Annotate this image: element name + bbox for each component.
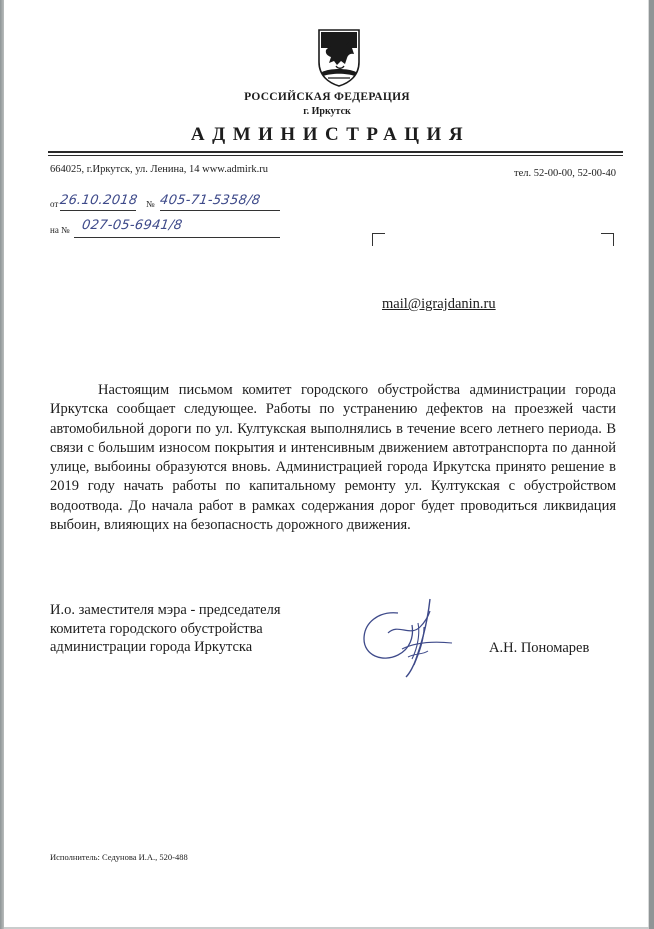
- addressee-email[interactable]: mail@igrajdanin.ru: [382, 296, 496, 312]
- from-date-line: [60, 210, 136, 211]
- number-line: [160, 210, 280, 211]
- country-heading: РОССИЙСКАЯ ФЕДЕРАЦИЯ: [244, 91, 410, 103]
- from-date: 26.10.2018: [58, 193, 139, 208]
- letter-body: Настоящим письмом комитет городского обустройства администрации города Иркутска сообщает следующее. Работы по устранению дефектов на проезжей части автомобильной дороги по ул. Култукская выполнялись в течение всего летнего периода. В связи с большим износом покрытия и интенсивным движением автотранспорта по данной улице, выбоины образуются вновь. Администрацией города Иркутска принято решение в 2019 году начать работы по капитальному ремонту ул. Култукская с обустройством водоотвода. До начала работ в рамках содержания дорог будет проводиться ликвидация выбоин, влияющих на безопасность дорожного движения.: [50, 382, 616, 534]
- reply-label: на №: [50, 225, 70, 235]
- signatory-title-line: администрации города Иркутска: [50, 639, 253, 655]
- addressee-corner-right: [601, 233, 614, 246]
- organization-address: 664025, г.Иркутск, ул. Ленина, 14 www.admirk.ru: [50, 164, 268, 175]
- reply-reference: [50, 225, 70, 235]
- handwritten-signature: [358, 593, 458, 681]
- number-label-wrap: [146, 199, 155, 209]
- from-label: от: [50, 199, 59, 209]
- header-divider-thin: [48, 155, 623, 156]
- signatory-title-line: И.о. заместителя мэра - председателя: [50, 602, 281, 618]
- city-heading: г. Иркутск: [303, 106, 351, 117]
- signatory-title-line: комитета городского обустройства: [50, 620, 263, 637]
- number-label: №: [146, 199, 155, 209]
- irkutsk-coat-of-arms-icon: [316, 28, 362, 88]
- outgoing-reference: [50, 199, 58, 209]
- organization-heading: АДМИНИСТРАЦИЯ: [190, 124, 471, 145]
- reply-number: 027-05-6941/8: [80, 218, 184, 233]
- reply-number-line: [74, 237, 280, 238]
- signatory-name: А.Н. Пономарев: [489, 640, 590, 656]
- signatory-title: [50, 601, 281, 657]
- executor-info: Исполнитель: Седунова И.А., 520-488: [50, 852, 188, 862]
- outgoing-number: 405-71-5358/8: [158, 193, 262, 208]
- header-divider-thick: [48, 151, 623, 153]
- addressee-corner-left: [372, 233, 385, 246]
- organization-phone: тел. 52-00-00, 52-00-40: [514, 168, 616, 179]
